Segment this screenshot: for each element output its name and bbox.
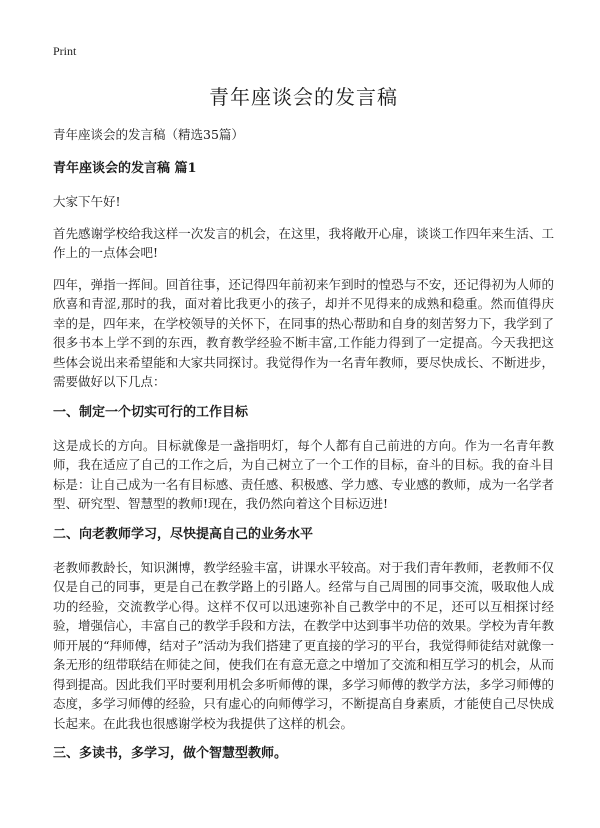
page-title: 青年座谈会的发言稿 bbox=[209, 85, 398, 109]
section-title: 青年座谈会的发言稿 篇1 bbox=[53, 161, 197, 176]
reflection-paragraph: 四年，弹指一挥间。回首往事，还记得四年前初来乍到时的惶恐与不安，还记得初为人师的欣喜和青涩,那时的我，面对着比我更小的孩子，却并不见得来的成熟和稳重。然而值得庆幸的是，四年来，在学校领导的关怀下，在同事的热心帮助和自身的刻苦努力下，我学到了很多书本上学不到的东西，教育教学经验不断丰富,工作能力得到了一定提高。今天我把这些体会说出来希望能和大家共同探讨。我觉得作为一名青年教师，要尽快成长、不断进步，需要做好以下几点： bbox=[53, 276, 554, 389]
document-subtitle: 青年座谈会的发言稿（精选35篇） bbox=[53, 127, 244, 142]
print-link[interactable]: Print bbox=[53, 44, 77, 58]
veterans-paragraph: 老教师教龄长，知识渊博，教学经验丰富，讲课水平较高。对于我们青年教师，老教师不仅仅是自己的同事，更是自己在教学路上的引路人。经常与自己周围的同事交流，吸取他人成功的经验，交流教学心得。这样不仅可以迅速弥补自己教学中的不足，还可以互相探讨经验，增强信心，丰富自己的教学手段和方法，在教学中达到事半功倍的效果。学校为青年教师开展的“拜师傅，结对子”活动为我们搭建了更直接的学习的平台，我觉得师徒结对就像一条无形的纽带联结在师徒之间，使我们在有意无意之中增加了交流和相互学习的机会，从而得到提高。因此我们平时要利用机会多听师傅的课，多学习师傅的教学方法，多学习师傅的态度，多学习师傅的经验，只有虚心的向师傅学习，不断提高自身素质，才能使自己尽快成长起来。在此我也很感谢学校为我提供了这样的机会。 bbox=[53, 559, 554, 731]
heading-learn-from-veterans: 二、向老教师学习，尽快提高自己的业务水平 bbox=[53, 526, 314, 542]
heading-reading: 三、多读书，多学习，做个智慧型教师。 bbox=[53, 746, 288, 761]
goal-paragraph: 这是成长的方向。目标就像是一盏指明灯，每个人都有自己前进的方向。作为一名青年教师，我在适应了自己的工作之后，为自己树立了一个工作的目标，奋斗的目标。我的奋斗目标是：让自己成为一名有目标感、责任感、积极感、学力感、专业感的教师，成为一名学者型、研究型、智慧型的教师!现在，我仍然向着这个目标迈进! bbox=[53, 437, 554, 511]
intro-paragraph: 首先感谢学校给我这样一次发言的机会，在这里，我将敞开心扉，谈谈工作四年来生活、工作上的一点体会吧! bbox=[53, 225, 554, 260]
greeting-paragraph: 大家下午好! bbox=[53, 194, 121, 209]
heading-goal: 一、制定一个切实可行的工作目标 bbox=[53, 404, 249, 420]
